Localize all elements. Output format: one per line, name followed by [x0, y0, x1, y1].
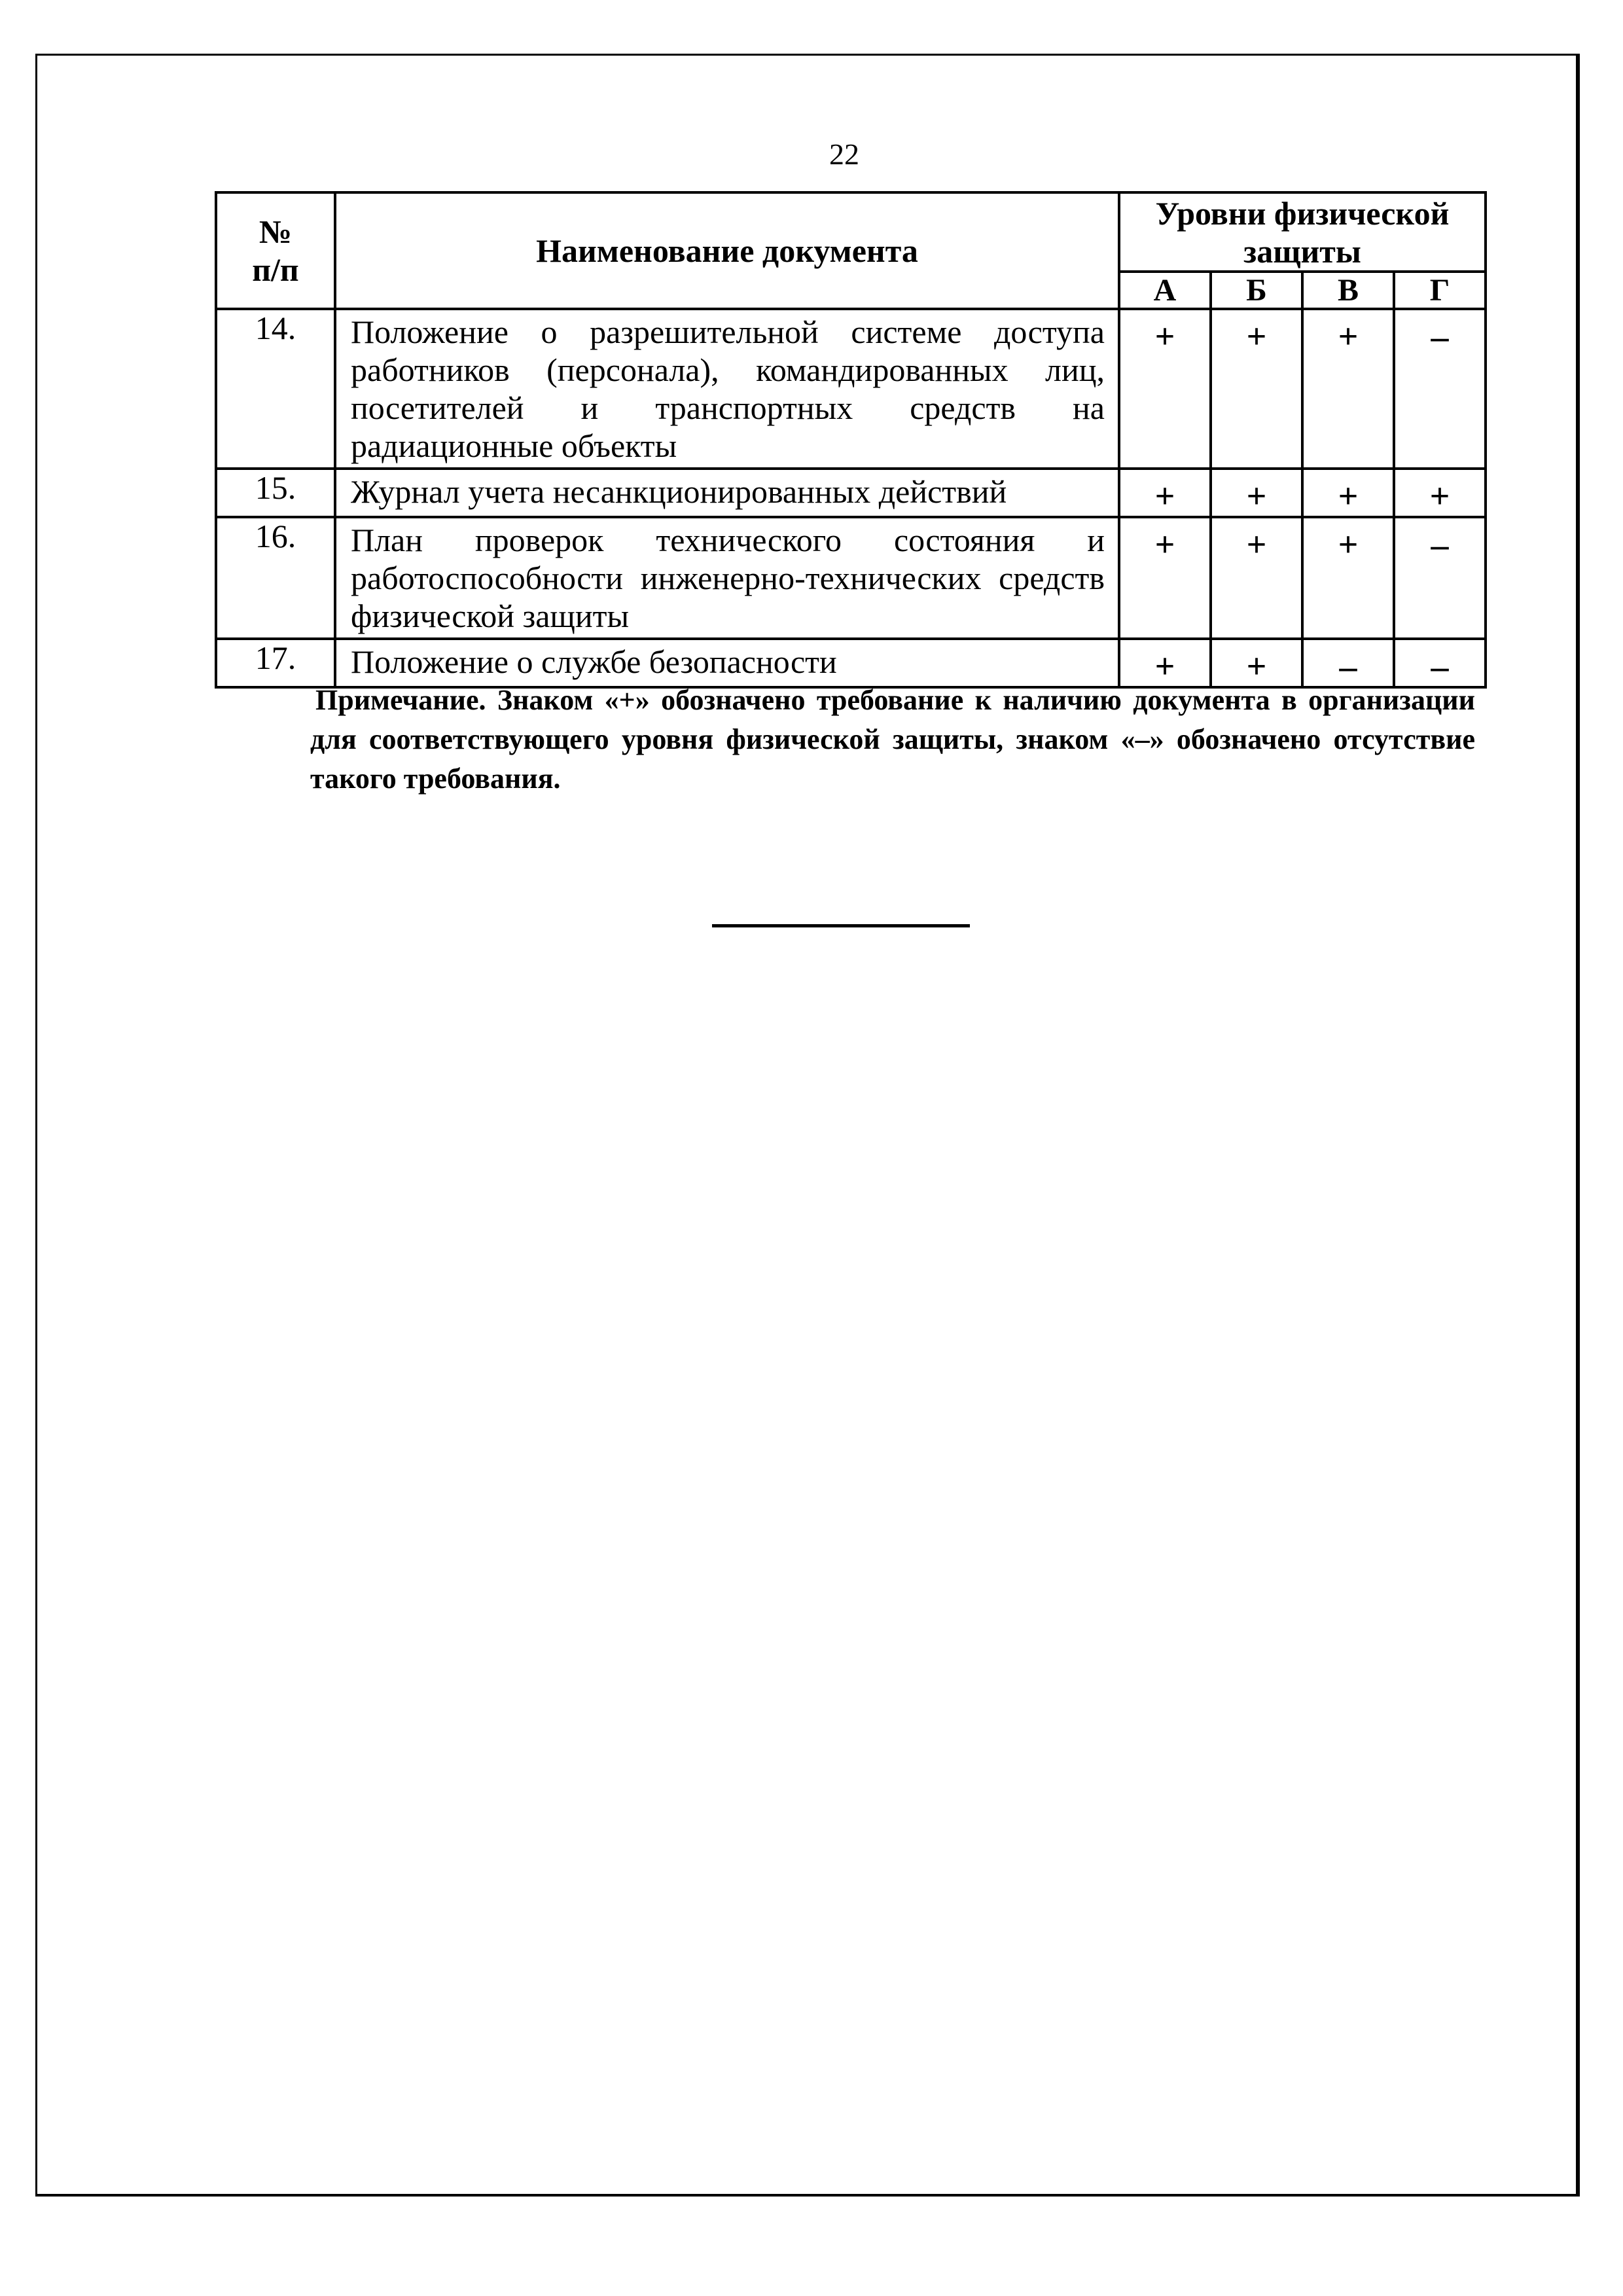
- documents-table: [215, 191, 1487, 689]
- mark-level-v: +: [1302, 469, 1394, 517]
- mark-level-b: +: [1211, 639, 1302, 687]
- row-number: 14.: [216, 309, 335, 469]
- row-number: 17.: [216, 639, 335, 687]
- header-protection-levels: Уровни физической защиты: [1119, 192, 1486, 272]
- row-document-name: Положение о разрешительной системе доступа работников (персонала), командированных лиц, посетителей и транспортных средств на радиационные объекты: [335, 309, 1119, 469]
- end-of-document-line: [712, 924, 970, 927]
- row-number: 15.: [216, 469, 335, 517]
- mark-level-g: –: [1394, 309, 1486, 469]
- row-document-name: Журнал учета несанкционированных действий: [335, 469, 1119, 517]
- mark-level-b: +: [1211, 517, 1302, 639]
- mark-level-v: +: [1302, 309, 1394, 469]
- header-level-b: Б: [1211, 272, 1302, 309]
- mark-level-a: +: [1119, 517, 1211, 639]
- header-level-v: В: [1302, 272, 1394, 309]
- row-document-name: Положение о службе безопасности: [335, 639, 1119, 687]
- header-document-name: Наименование документа: [335, 192, 1119, 309]
- table-footnote: Примечание. Знаком «+» обозначено требование к наличию документа в организации для соответствующего уровня физической защиты, знаком «–» обозначено отсутствие такого требования.: [310, 684, 1475, 795]
- mark-level-a: +: [1119, 309, 1211, 469]
- mark-level-g: –: [1394, 639, 1486, 687]
- page-number: 22: [829, 137, 859, 171]
- table-row: [216, 639, 1486, 687]
- row-document-name: План проверок технического состояния и работоспособности инженерно-технических средств физической защиты: [335, 517, 1119, 639]
- mark-level-b: +: [1211, 309, 1302, 469]
- table-row: [216, 469, 1486, 517]
- mark-level-a: +: [1119, 469, 1211, 517]
- table-row: [216, 309, 1486, 469]
- header-level-a: А: [1119, 272, 1211, 309]
- mark-level-v: +: [1302, 517, 1394, 639]
- header-level-g: Г: [1394, 272, 1486, 309]
- table-row: [216, 517, 1486, 639]
- row-number: 16.: [216, 517, 335, 639]
- mark-level-a: +: [1119, 639, 1211, 687]
- mark-level-b: +: [1211, 469, 1302, 517]
- mark-level-v: –: [1302, 639, 1394, 687]
- mark-level-g: –: [1394, 517, 1486, 639]
- header-number: № п/п: [216, 192, 335, 309]
- mark-level-g: +: [1394, 469, 1486, 517]
